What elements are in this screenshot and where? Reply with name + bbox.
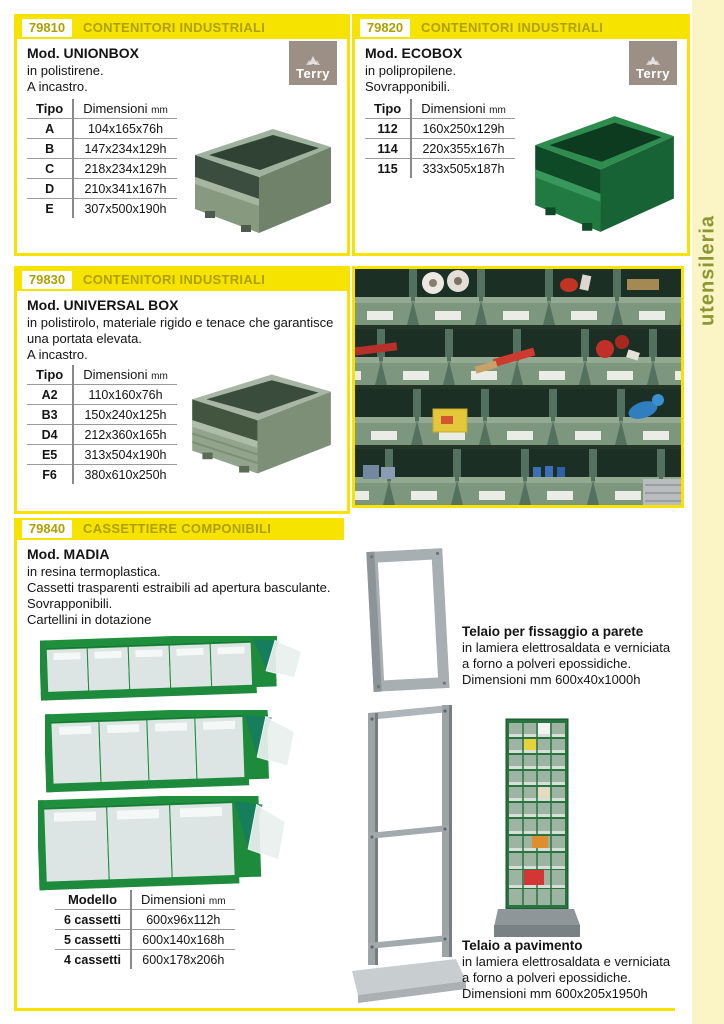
frame-desc-line: a forno a polveri epossidiche. — [462, 970, 632, 985]
dimension-cell: 313x504x190h — [73, 445, 177, 465]
type-cell: D — [27, 179, 73, 199]
table-row — [27, 159, 177, 179]
dimension-cell: 218x234x129h — [73, 159, 177, 179]
wall-frame-title: Telaio per fissaggio a parete — [462, 624, 644, 639]
desc-line: in resina termoplastica. — [27, 564, 161, 579]
dimension-cell: 600x96x112h — [131, 910, 235, 930]
col-dimensioni-header: Dimensioni mm — [421, 101, 506, 116]
article-code: 79830 — [22, 271, 72, 289]
table-row — [27, 385, 177, 405]
section-unionbox — [14, 14, 350, 256]
table-row — [365, 139, 515, 159]
bins-wall-photo — [352, 266, 684, 508]
madia-dimensions-table — [55, 890, 235, 969]
terry-brand-label: Terry — [635, 66, 671, 81]
dimension-cell: 110x160x76h — [73, 385, 177, 405]
model-name: Mod. ECOBOX — [365, 45, 463, 61]
type-cell: E5 — [27, 445, 73, 465]
frame-desc-line: Dimensioni mm 600x40x1000h — [462, 672, 641, 687]
table-header-row — [27, 99, 177, 119]
floor-frame-title: Telaio a pavimento — [462, 938, 583, 953]
dimension-cell: 104x165x76h — [73, 119, 177, 139]
table-row — [365, 119, 515, 139]
table-row — [27, 139, 177, 159]
terry-logo — [289, 41, 337, 85]
dimension-cell: 220x355x167h — [411, 139, 515, 159]
desc-line: Sovrapponibili. — [365, 79, 451, 94]
terry-emblem-icon — [306, 56, 320, 66]
col-tipo-header: Tipo — [27, 365, 73, 385]
type-cell: 115 — [365, 159, 411, 179]
desc-line: in polistirene. — [27, 63, 104, 78]
dimension-cell: 600x140x168h — [131, 930, 235, 950]
article-code: 79810 — [22, 19, 72, 37]
type-cell: 112 — [365, 119, 411, 139]
madia-6-drawer-unit-image — [40, 636, 306, 702]
frame-desc-line: in lamiera elettrosaldata e verniciata — [462, 954, 671, 969]
section-header — [17, 17, 347, 39]
type-cell: B3 — [27, 405, 73, 425]
desc-line: in polipropilene. — [365, 63, 457, 78]
desc-line: Cartellini in dotazione — [27, 612, 152, 627]
table-row — [365, 159, 515, 179]
dimension-cell: 160x250x129h — [411, 119, 515, 139]
madia-5-drawer-unit-image — [45, 710, 297, 794]
col-dimensioni-header: Dimensioni mm — [83, 367, 168, 382]
section-header — [355, 17, 687, 39]
type-cell: F6 — [27, 465, 73, 485]
table-row — [55, 910, 235, 930]
model-cell: 6 cassetti — [55, 910, 131, 930]
type-cell: E — [27, 199, 73, 219]
terry-brand-label: Terry — [295, 66, 331, 81]
madia-4-drawer-unit-image — [38, 796, 288, 892]
type-cell: A2 — [27, 385, 73, 405]
terry-logo — [629, 41, 677, 85]
type-cell: C — [27, 159, 73, 179]
table-row — [27, 405, 177, 425]
table-header-row — [27, 365, 177, 385]
model-name: Mod. MADIA — [27, 546, 110, 562]
col-tipo-header: Tipo — [27, 99, 73, 119]
section-title: CONTENITORI INDUSTRIALI — [83, 20, 266, 35]
section-header — [17, 269, 347, 291]
table-row — [27, 465, 177, 485]
article-code: 79820 — [360, 19, 410, 37]
col-modello-header: Modello — [55, 890, 131, 910]
category-label: utensileria — [696, 214, 719, 327]
dimension-cell: 147x234x129h — [73, 139, 177, 159]
col-dimensioni-header: Dimensioni mm — [83, 101, 168, 116]
frame-desc-line: in lamiera elettrosaldata e verniciata — [462, 640, 671, 655]
desc-line: A incastro. — [27, 347, 88, 362]
table-header-row — [55, 890, 235, 910]
category-side-strip — [692, 0, 724, 1024]
dimension-cell: 307x500x190h — [73, 199, 177, 219]
drawer-cabinet-image — [494, 717, 580, 939]
dimension-cell: 380x610x250h — [73, 465, 177, 485]
desc-line: Sovrapponibili. — [27, 596, 113, 611]
table-row — [27, 445, 177, 465]
unionbox-product-image — [185, 119, 337, 243]
product-description — [27, 546, 331, 628]
section-title: CONTENITORI INDUSTRIALI — [83, 272, 266, 287]
model-name: Mod. UNIONBOX — [27, 45, 139, 61]
model-cell: 4 cassetti — [55, 950, 131, 970]
desc-line: A incastro. — [27, 79, 88, 94]
product-description — [27, 297, 333, 363]
table-row — [55, 930, 235, 950]
desc-line: in polistirolo, materiale rigido e tenace che garantisce — [27, 315, 334, 330]
type-cell: 114 — [365, 139, 411, 159]
universal-box-dimensions-table — [27, 365, 177, 484]
dimension-cell: 600x178x206h — [131, 950, 235, 970]
ecobox-dimensions-table — [365, 99, 515, 178]
table-row — [55, 950, 235, 970]
frame-desc-line: Dimensioni mm 600x205x1950h — [462, 986, 648, 1001]
desc-line: una portata elevata. — [27, 331, 142, 346]
floor-frame-text — [462, 938, 682, 1002]
terry-emblem-icon — [646, 56, 660, 66]
col-tipo-header: Tipo — [365, 99, 411, 119]
type-cell: D4 — [27, 425, 73, 445]
model-cell: 5 cassetti — [55, 930, 131, 950]
section-title: CASSETTIERE COMPONIBILI — [83, 521, 272, 536]
table-row — [27, 425, 177, 445]
section-ecobox — [352, 14, 690, 256]
desc-line: Cassetti trasparenti estraibili ad apertura basculante. — [27, 580, 331, 595]
product-description — [365, 45, 462, 95]
ecobox-product-image — [525, 105, 680, 243]
section-header — [17, 518, 344, 540]
dimension-cell: 333x505x187h — [411, 159, 515, 179]
model-name: Mod. UNIVERSAL BOX — [27, 297, 179, 313]
dimension-cell: 210x341x167h — [73, 179, 177, 199]
article-code: 79840 — [22, 520, 72, 538]
dimension-cell: 150x240x125h — [73, 405, 177, 425]
product-description — [27, 45, 139, 95]
floor-frame-image — [344, 703, 469, 1003]
table-header-row — [365, 99, 515, 119]
section-title: CONTENITORI INDUSTRIALI — [421, 20, 604, 35]
table-row — [27, 199, 177, 219]
dimension-cell: 212x360x165h — [73, 425, 177, 445]
table-row — [27, 119, 177, 139]
wall-frame-image — [362, 542, 454, 700]
universal-box-product-image — [182, 365, 337, 483]
wall-frame-text — [462, 624, 682, 688]
table-row — [27, 179, 177, 199]
frame-desc-line: a forno a polveri epossidiche. — [462, 656, 632, 671]
type-cell: A — [27, 119, 73, 139]
section-madia — [14, 518, 675, 1011]
col-dimensioni-header: Dimensioni mm — [140, 892, 226, 907]
type-cell: B — [27, 139, 73, 159]
section-universal-box — [14, 266, 350, 514]
unionbox-dimensions-table — [27, 99, 177, 218]
